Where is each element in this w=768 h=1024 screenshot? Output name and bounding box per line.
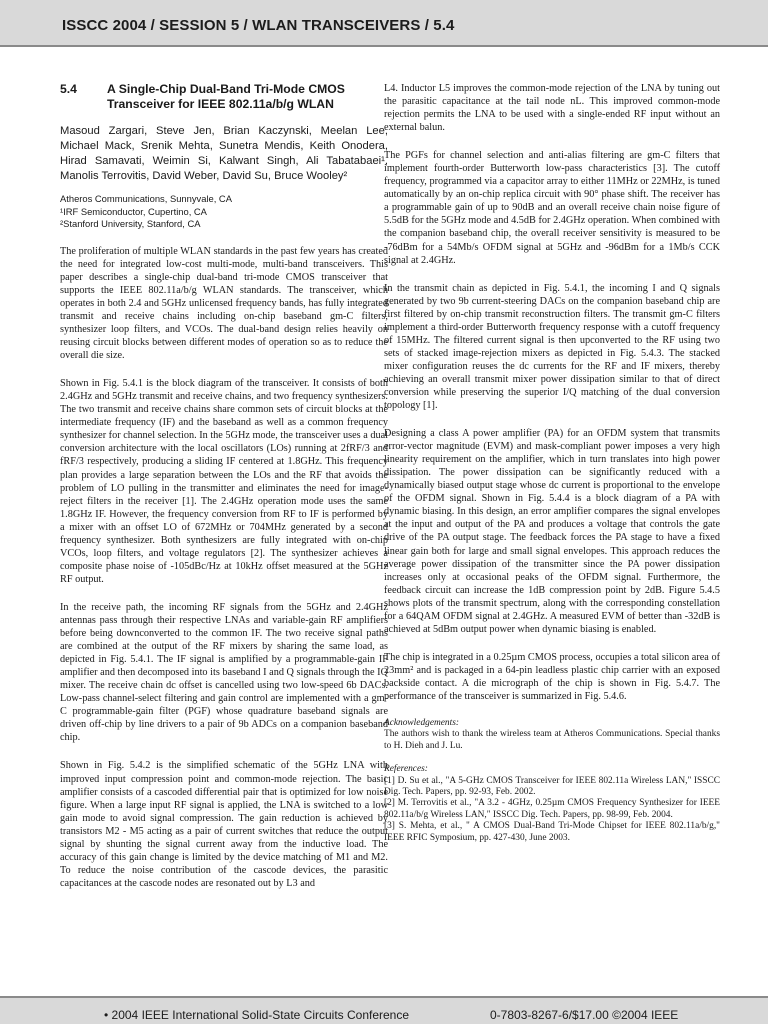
article-title: A Single-Chip Dual-Band Tri-Mode CMOS Transceiver for IEEE 802.11a/b/g WLAN <box>107 82 345 111</box>
left-column <box>60 82 388 905</box>
section-number: 5.4 <box>60 82 77 96</box>
page-footer <box>0 996 768 1024</box>
body-paragraph: In the transmit chain as depicted in Fig. 5.4.1, the incoming I and Q signals generated by two 9b current-steering DACs on the companion baseband chip are first filtered by on-chip transmit reconstruction filters. The transmit gm-C filters implement a third-order Butterworth frequency response with a cutoff frequency of 15MHz. The filtered current signal is then upconverted to the RF using two sets of stacked image-rejection mixers as depicted in Fig. 5.4.3. The stacked mixer configuration reuses the dc currents for the RF and IF mixers, thereby achieving an overall transmit mixer power dissipation similar to that of direct conversion while preserving the superior I/Q matching of the dual conversion topology [1]. <box>384 282 720 412</box>
body-paragraph: Shown in Fig. 5.4.1 is the block diagram of the transceiver. It consists of both 2.4GHz and 5GHz transmit and receive chains, and two frequency synthesizers. The two transmit and receive chains share common sets of circuit blocks at the intermediate frequency (IF) and the baseband as well as a common frequency synthesizer for channel selection. In the 5GHz mode, the transceiver uses a dual conversion architecture with the local oscillators (LOs) running at 2fRF/3 and fRF/3 respectively, producing a sliding IF centered at 1.8GHz. This frequency plan provides a large separation between the LOs and the RF that avoids the problem of LO pulling in the transmitter and eliminates the need for image-reject filters in the receiver [1]. The 2.4GHz operation mode uses the same 1.8GHz IF. However, the frequency conversion from RF to IF is performed by a mixer with an offset LO of 672MHz or 704MHz generated by a second frequency synthesizer. Both synthesizers are fully integrated with on-chip VCOs, loop filters, and voltage regulators [2]. The synthesizer achieves a composite phase noise of -105dBc/Hz at 10kHz offset measured at the 5GHz RF output. <box>60 378 388 585</box>
body-paragraph: Shown in Fig. 5.4.2 is the simplified schematic of the 5GHz LNA with improved input compression point and common-mode rejection. The basic amplifier consists of a cascoded differential pair that is optimized for low noise figure. When a large input RF signal is applied, the LNA is switched to a low gain mode to avoid signal compression. The gain reduction is achieved by transistors M2 - M5 acting as a pair of current switches that reduce the output signal by shunting the signal current away from the inductive load. The accuracy of this gain change is limited by the device matching of M1 and M2. To reduce the noise contribution of the cascode devices, the parasitic capacitances at the cascode nodes are resonated out by L3 and <box>60 760 388 889</box>
acknowledgements-text: The authors wish to thank the wireless team at Atheros Communications. Special thanks to H. Dieh and J. Lu. <box>384 729 720 751</box>
author-list: Masoud Zargari, Steve Jen, Brian Kaczynski, Meelan Lee, Michael Mack, Srenik Mehta, Sunetra Mendis, Keith Onodera, Hirad Samavati, Weimin Si, Kalwant Singh, Ali Tabatabaei¹, Manolis Terrovitis, David Weber, David Su, Bruce Wooley² <box>60 125 388 182</box>
affiliation: Atheros Communications, Sunnyvale, CA <box>60 193 232 204</box>
references-heading: References: <box>384 764 428 775</box>
body-paragraph: Designing a class A power amplifier (PA) for an OFDM system that transmits error-vector magnitude (EVM) and mask-compliant power imposes a very high linearity requirement on the amplifier, which in turn translates into high power dissipation. The power dissipation can be significantly reduced with a dynamically biased output stage whose dc current is proportional to the envelope of the OFDM signal. Shown in Fig. 5.4.4 is a block diagram of a PA with dynamic biasing. In this design, an error amplifier compares the signal envelopes at the input and output of the PA and produces a voltage that controls the gate drive of the PA output stage. The feedback forces the PA stage to have a fixed linear gain both for large and small signal envelopes. This approach reduces the average power dissipation of the transmitter since the PA power dissipation increases only at occasional peaks of the OFDM signal. Furthermore, the feedback circuit can increase the 1dB compression point by 2dB. Figure 5.4.5 shows plots of the transmit spectrum, along with the corresponding constellation for a 64QAM OFDM signal at 2.4GHz. A measured EVM of better than -32dB is achieved at 5dBm output power when dynamic biasing is enabled. <box>384 428 720 635</box>
footer-conference: • 2004 IEEE International Solid-State Circuits Conference <box>104 1008 410 1022</box>
article-title-block <box>60 82 388 112</box>
affiliations <box>60 193 388 231</box>
body-paragraph: The chip is integrated in a 0.25µm CMOS process, occupies a total silicon area of 23mm² and is packaged in a 64-pin leadless plastic chip carrier with an exposed backside contact. A die micrograph of the chip is shown in Fig. 5.4.7. The performance of the transceiver is summarized in Fig. 5.4.6. <box>384 651 720 702</box>
body-paragraph: The PGFs for channel selection and anti-alias filtering are gm-C filters that implement fourth-order Butterworth low-pass characteristics [3]. The cutoff frequency, programmed via a capacitor array to either 11MHz or 22MHz, is tuned automatically by an on-chip replica circuit with 90° phase shift. The receiver has a programmable gain of up to 90dB and an overall receive chain noise figure of 5.5dB for the 5GHz mode and 4.5dB for 2.4GHz operation. When combined with the companion baseband chip, the overall receiver sensitivity is measured to be -76dBm for a 54Mb/s OFDM signal at 5GHz and -96dBm for a 1Mb/s CCK signal at 2.4GHz. <box>384 150 720 266</box>
page-header <box>0 0 768 47</box>
affiliation: ²Stanford University, Stanford, CA <box>60 218 201 230</box>
affiliation: ¹IRF Semiconductor, Cupertino, CA <box>60 205 207 217</box>
body-paragraph: The proliferation of multiple WLAN standards in the past few years has created the need for integrated low-cost multi-mode, multi-band transceivers. This paper describes a single-chip dual-band tri-mode CMOS transceiver that supports the IEEE 802.11a/b/g WLAN standards. The transceiver, which operates in both 2.4 and 5GHz unlicensed frequency bands, has fully integrated transmit and receive chains including on-chip baseband gm-C filters, synthesizer loop filters, and VCOs. The dual-band design relies heavily on reusing circuit blocks between different modes of operation so as to reduce the overall die size. <box>60 245 388 362</box>
body-paragraph: L4. Inductor L5 improves the common-mode rejection of the LNA by tuning out the parasitic capacitance at the tail node nL. This improved common-mode rejection permits the LNA to be used with a single-ended RF input without an external balun. <box>384 83 720 134</box>
acknowledgements-heading: Acknowledgements: <box>384 718 459 729</box>
footer-copyright: 0-7803-8267-6/$17.00 ©2004 IEEE <box>490 1008 679 1022</box>
reference-item: [3] S. Mehta, et al., " A CMOS Dual-Band Tri-Mode Chipset for IEEE 802.11a/b/g," IEEE RFIC Symposium, pp. 427-430, June 2003. <box>384 821 720 843</box>
reference-item: [1] D. Su et al., "A 5-GHz CMOS Transceiver for IEEE 802.11a Wireless LAN," ISSCC Dig. Tech. Papers, pp. 92-93, Feb. 2002. <box>384 775 720 798</box>
body-paragraph: In the receive path, the incoming RF signals from the 5GHz and 2.4GHz antennas pass through their respective LNAs and variable-gain RF amplifiers before being downconverted to the common IF. The two receive signal paths are combined at the output of the RF mixers by sharing the same load, as depicted in Fig. 5.4.1. The IF signal is amplified by a programmable-gain IF amplifier and then decomposed into its baseband I and Q signals through the IQ mixer. The receive chain dc offset is cancelled using two low-speed 6b DACs. Low-pass channel-select filtering and gain control are implemented with a gm-C programmable-gain filter (PGF) whose quadrature baseband signals are driven off-chip by line drivers to a pair of 9b ADCs on a companion baseband chip. <box>60 601 388 744</box>
right-column <box>384 82 720 844</box>
reference-item: [2] M. Terrovitis et al., "A 3.2 - 4GHz, 0.25µm CMOS Frequency Synthesizer for IEEE 802.11a/b/g Wireless LAN," ISSCC Dig. Tech. Papers, pp. 98-99, Feb. 2004. <box>384 798 720 820</box>
header-title: ISSCC 2004 / SESSION 5 / WLAN TRANSCEIVERS / 5.4 <box>62 17 455 34</box>
